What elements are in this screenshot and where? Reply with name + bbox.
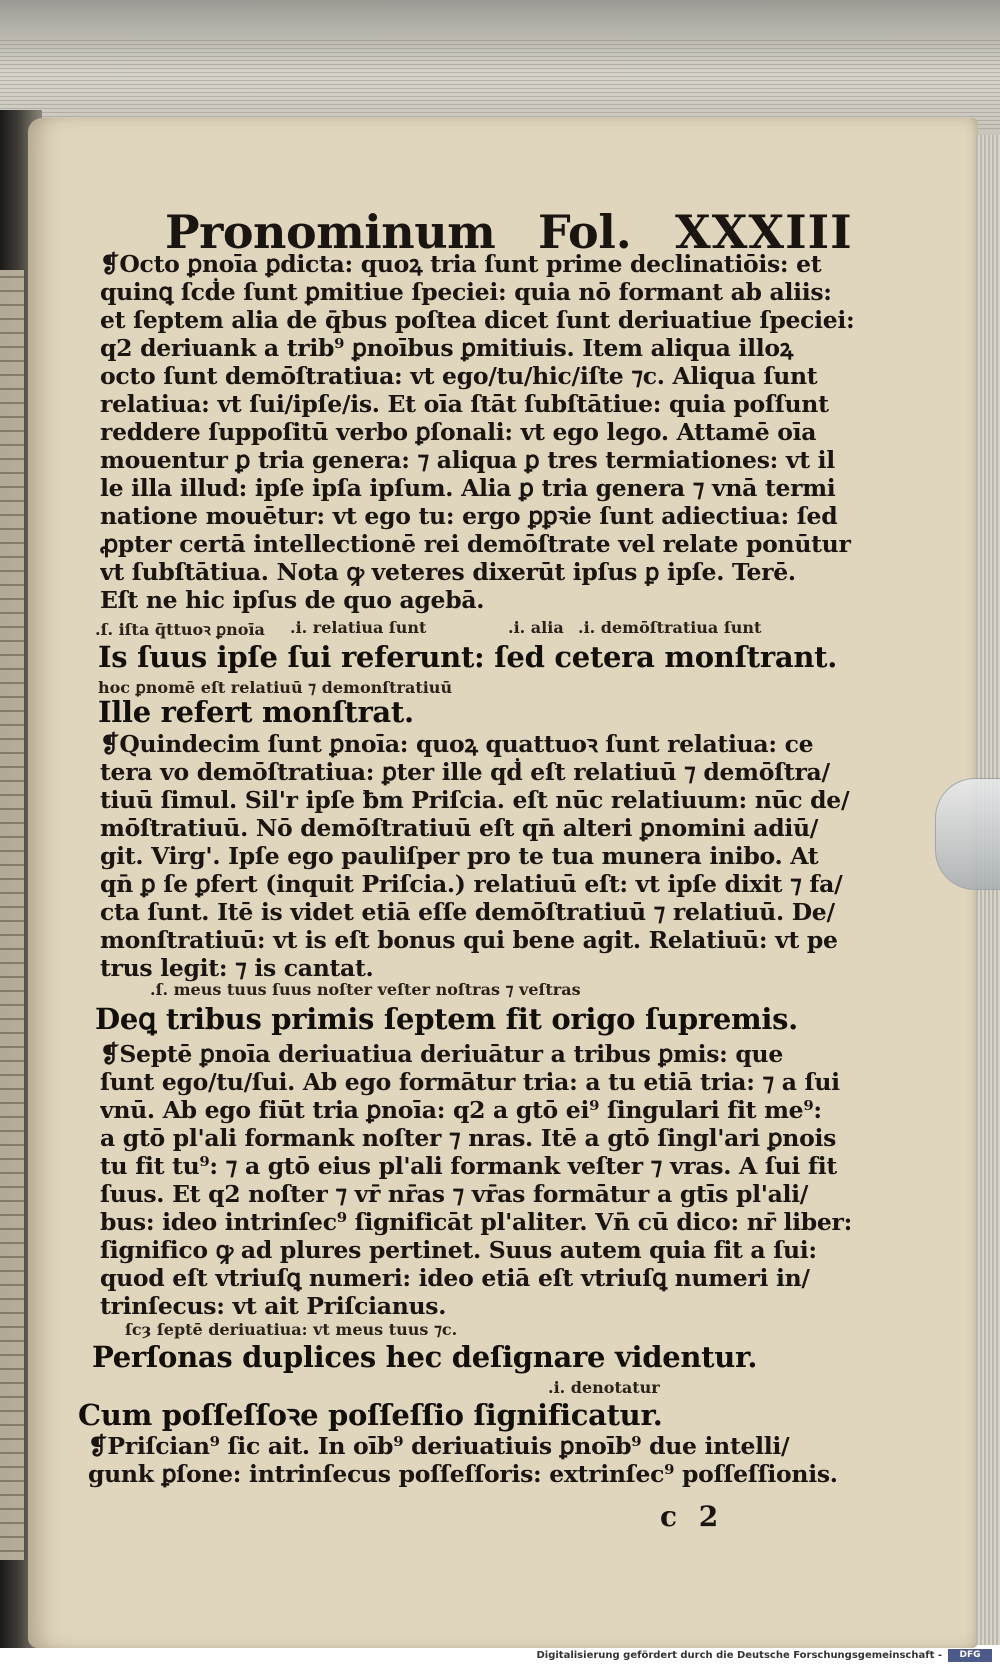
- text-line: Eſt ne hic ipſus de quo agebā.: [100, 586, 485, 614]
- dfg-logo: DFG: [948, 1649, 992, 1662]
- text-line: ❡Priſcian⁹ ſic ait. In oīb⁹ deriuatiuis ꝑnoīb⁹ due intelli/: [88, 1432, 790, 1460]
- text-line: mōſtratiuū. Nō demōſtratiuū eſt qn̄ alteri ꝑnomini adiū/: [100, 814, 819, 842]
- interlinear-gloss: .ſ. iſta q̄ttuoꝛ ꝑnoīa: [95, 620, 265, 639]
- verse-line: Is ſuus ipſe ſui referunt: ſed cetera monſtrant.: [98, 640, 837, 674]
- text-line: vt ſubſtātiua. Nota ꝙ veteres dixerūt ipſus ꝑ ipſe. Terē.: [100, 558, 796, 586]
- text-line: natione mouētur: vt ego tu: ergo ꝑꝑꝛie ſunt adiectiua: ſed: [100, 502, 838, 530]
- interlinear-gloss: .i. demōſtratiua ſunt: [578, 618, 762, 637]
- signature-mark: c 2: [660, 1500, 725, 1533]
- paragraph-1: [100, 250, 930, 614]
- verse-line: Deꝗ tribus primis ſeptem fit origo ſupremis.: [95, 1002, 798, 1036]
- text-line: mouentur ꝑ tria genera: ⁊ aliqua ꝑ tres termiationes: vt il: [100, 446, 835, 474]
- facing-page-edge: [0, 270, 24, 1560]
- text-line: ❡Quindecim ſunt ꝑnoīa: quoꝝ quattuoꝛ ſunt relatiua: ce: [100, 730, 814, 758]
- paragraph-2: [100, 730, 930, 982]
- interlinear-gloss: .i. denotatur: [548, 1378, 660, 1397]
- book-top-edge: [0, 0, 1000, 135]
- verse-line: Cum poſſeſſoꝛe poſſeſſio ſignificatur.: [78, 1398, 663, 1432]
- text-line: trus legit: ⁊ is cantat.: [100, 954, 374, 982]
- text-line: et ſeptem alia de q̄bus poſtea dicet ſunt deriuatiue ſpeciei:: [100, 306, 855, 334]
- text-line: tiuū ſimul. Sil'r ipſe ƀm Priſcia. eſt nūc relatiuum: nūc de/: [100, 786, 850, 814]
- text-line: a gtō pl'ali formank noſter ⁊ nras. Itē a gtō ſingl'ari ꝑnois: [100, 1124, 837, 1152]
- interlinear-gloss: .ſ. meus tuus ſuus noſter veſter noſtras ⁊ veſtras: [150, 980, 581, 999]
- page-stack-edge: [976, 135, 1000, 1645]
- text-line: ❡Octo ꝑnoīa ꝑdicta: quoꝝ tria ſunt prime declinatiōis: et: [100, 250, 822, 278]
- text-line: ❡Septē ꝑnoīa deriuatiua deriuātur a tribus ꝑmis: que: [100, 1040, 783, 1068]
- interlinear-gloss: ſcȝ ſeptē deriuatiua: vt meus tuus ⁊c.: [125, 1320, 458, 1339]
- text-line: ſunt ego/tu/ſui. Ab ego formātur tria: a tu etiā tria: ⁊ a ſui: [100, 1068, 840, 1096]
- text-line: gunk ꝑſone: intrinſecus poſſeſſoris: extrinſec⁹ poſſeſſionis.: [88, 1460, 838, 1488]
- interlinear-gloss: .i. relatiua ſunt: [290, 618, 427, 637]
- text-line: reddere ſuppoſitū verbo ꝑſonali: vt ego lego. Attamē oīa: [100, 418, 817, 446]
- verse-line: Ille refert monſtrat.: [98, 695, 414, 729]
- interlinear-gloss: hoc ꝑnomē eſt relatiuū ⁊ demonſtratiuū: [98, 678, 453, 697]
- text-line: le illa illud: ipſe ipſa ipſum. Alia ꝑ tria genera ⁊ vnā termi: [100, 474, 836, 502]
- text-line: cta ſunt. Itē is videt etiā eſſe demōſtratiuū ⁊ relatiuū. De/: [100, 898, 835, 926]
- page-clip: [935, 778, 1000, 890]
- text-line: monſtratiuū: vt is eſt bonus qui bene agit. Relatiuū: vt pe: [100, 926, 838, 954]
- text-line: trinſecus: vt ait Priſcianus.: [100, 1292, 447, 1320]
- text-line: ſignifico ꝙ ad plures pertinet. Suus autem quia fit a ſui:: [100, 1236, 817, 1264]
- text-line: vnū. Ab ego fiūt tria ꝑnoīa: q2 a gtō ei⁹ ſingulari fit me⁹:: [100, 1096, 822, 1124]
- text-line: quod eſt vtriuſꝗ numeri: ideo etiā eſt vtriuſꝗ numeri in/: [100, 1264, 810, 1292]
- paragraph-3: [100, 1040, 930, 1320]
- running-head-title: Pronominum: [165, 205, 496, 259]
- text-line: git. Virg'. Ipſe ego pauliſper pro te tua munera inibo. At: [100, 842, 819, 870]
- text-line: ſuus. Et q2 noſter ⁊ vr̄ nr̄as ⁊ vr̄as formātur a gtīs pl'ali/: [100, 1180, 809, 1208]
- paragraph-4: [88, 1432, 918, 1488]
- running-head-fol: Fol.: [538, 205, 632, 259]
- text-line: qn̄ ꝑ ſe ꝑfert (inquit Priſcia.) relatiuū eſt: vt ipſe dixit ⁊ fa/: [100, 870, 843, 898]
- text-line: octo ſunt demōſtratiua: vt ego/tu/hic/iſte ⁊c. Aliqua ſunt: [100, 362, 818, 390]
- text-line: bus: ideo intrinſec⁹ ſignificāt pl'aliter. Vn̄ cū dico: nr̄ liber:: [100, 1208, 853, 1236]
- text-line: quinꝗ ſcḋe ſunt ꝑmitiue ſpeciei: quia nō formant ab aliis:: [100, 278, 832, 306]
- text-line: ꝓpter certā intellectionē rei demōſtrate vel relate ponūtur: [100, 530, 851, 558]
- text-line: relatiua: vt ſui/ipſe/is. Et oīa ſtāt ſubſtātiue: quia poſſunt: [100, 390, 829, 418]
- verse-line: Perſonas duplices hec deſignare videntur.: [92, 1340, 758, 1374]
- interlinear-gloss: .i. alia: [508, 618, 564, 637]
- text-line: q2 deriuank a trib⁹ ꝑnoībus ꝑmitiuis. Item aliqua illoꝝ: [100, 334, 794, 362]
- text-line: tera vo demōſtratiua: ꝑter ille qḋ eſt relatiuū ⁊ demōſtra/: [100, 758, 830, 786]
- text-line: tu fit tu⁹: ⁊ a gtō eius pl'ali formank veſter ⁊ vras. A ſui fit: [100, 1152, 837, 1180]
- footer-credit: Digitalisierung gefördert durch die Deutsche Forschungsgemeinschaft -: [536, 1650, 942, 1661]
- folio-number: XXXIII: [675, 205, 853, 259]
